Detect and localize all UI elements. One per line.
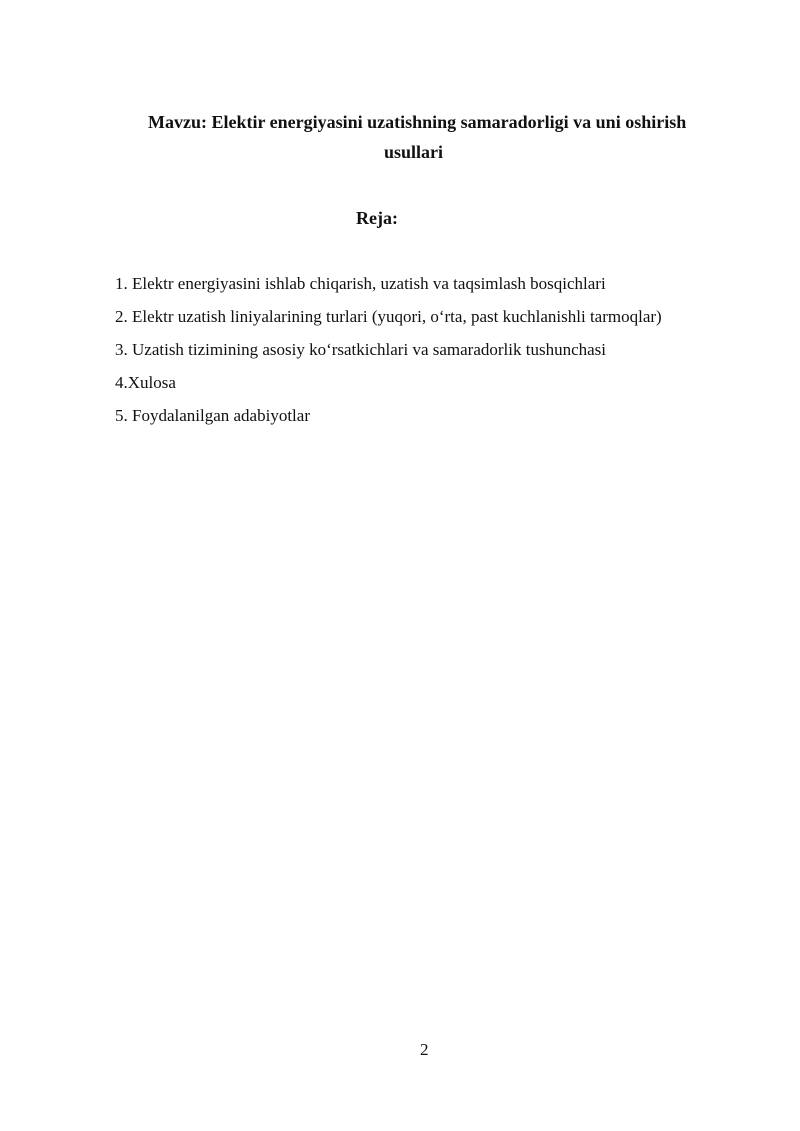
plan-item-4: 4.Xulosa: [115, 373, 176, 392]
plan-heading: Reja:: [356, 208, 398, 228]
plan-item-3: 3. Uzatish tizimining asosiy ko‘rsatkichlari va samaradorlik tushunchasi: [115, 340, 606, 359]
plan-item-2: 2. Elektr uzatish liniyalarining turlari (yuqori, o‘rta, past kuchlanishli tarmoqlar): [115, 307, 662, 326]
plan-list: [115, 267, 755, 432]
document-title: [110, 107, 750, 167]
plan-item-1: 1. Elektr energiyasini ishlab chiqarish, uzatish va taqsimlash bosqichlari: [115, 274, 606, 293]
document-title-line-2: usullari: [384, 142, 444, 162]
plan-item-5: 5. Foydalanilgan adabiyotlar: [115, 406, 310, 425]
page-number: 2: [420, 1040, 429, 1059]
document-title-line-1: Mavzu: Elektir energiyasini uzatishning samaradorligi va uni oshirish: [148, 112, 687, 132]
